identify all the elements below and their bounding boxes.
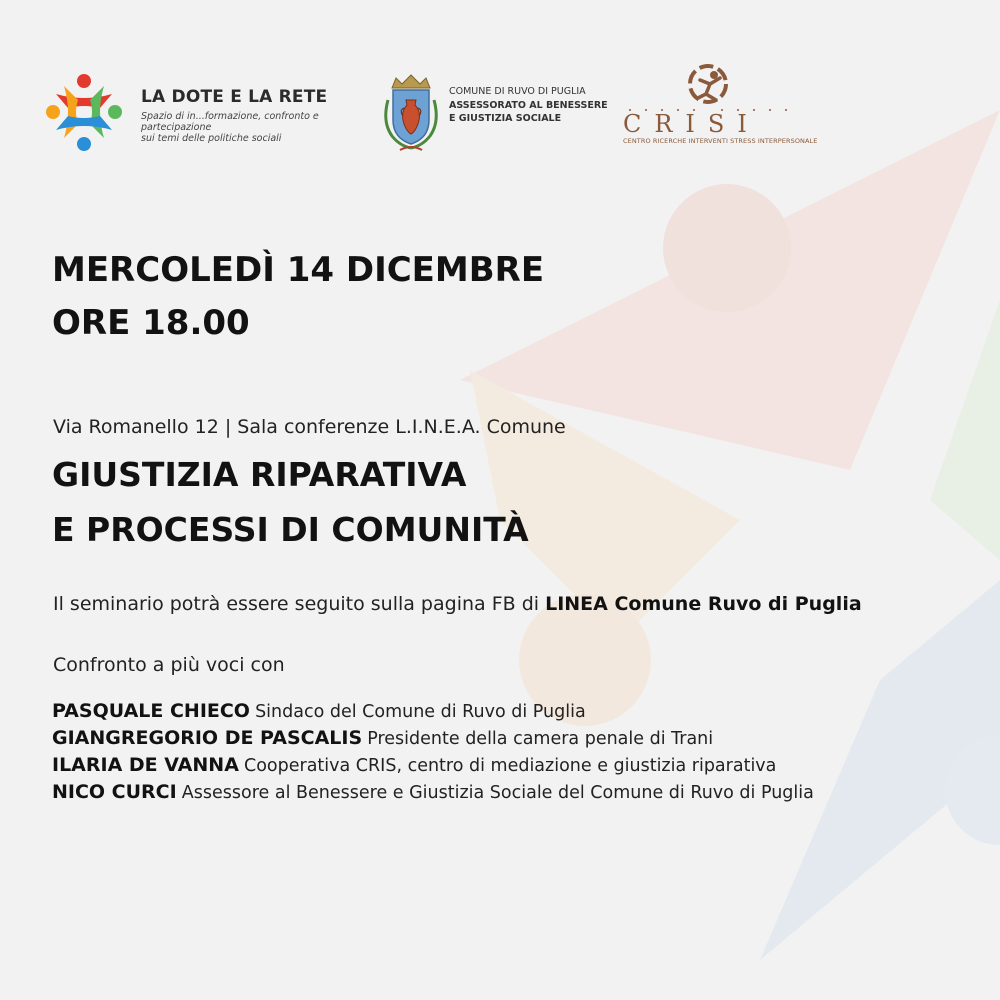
speaker-name: NICO CURCI	[52, 781, 177, 803]
speaker-role: Cooperativa CRIS, centro di mediazione e giustizia riparativa	[244, 756, 777, 776]
coat-of-arms-icon	[380, 72, 442, 154]
speaker-item	[52, 779, 814, 806]
crisi-subtitle: CENTRO RICERCHE INTERVENTI STRESS INTERPERSONALE	[623, 137, 818, 145]
logo-crisi	[620, 64, 818, 154]
seminar-prefix: Il seminario potrà essere seguito sulla pagina FB di	[53, 593, 546, 615]
comune-line3: E GIUSTIZIA SOCIALE	[449, 113, 562, 124]
seminar-info	[53, 593, 862, 615]
seminar-fb-page: LINEA Comune Ruvo di Puglia	[545, 593, 862, 615]
event-title-line2: E PROCESSI DI COMUNITÀ	[52, 510, 529, 549]
speaker-item	[52, 698, 814, 725]
event-venue: Via Romanello 12 | Sala conferenze L.I.N.E.A. Comune	[53, 416, 566, 438]
speaker-role: Assessore al Benessere e Giustizia Sociale del Comune di Ruvo di Puglia	[181, 783, 814, 803]
logo-dote-e-la-rete	[44, 72, 384, 152]
people-circle-icon	[44, 72, 124, 152]
speaker-role: Sindaco del Comune di Ruvo di Puglia	[255, 702, 586, 722]
speaker-item	[52, 752, 814, 779]
speaker-role: Presidente della camera penale di Trani	[367, 729, 714, 749]
speaker-name: ILARIA DE VANNA	[52, 754, 239, 776]
event-title-line1: GIUSTIZIA RIPARATIVA	[52, 455, 467, 494]
speaker-name: GIANGREGORIO DE PASCALIS	[52, 727, 363, 749]
dote-subtitle	[141, 111, 381, 144]
comune-line1: COMUNE DI RUVO DI PUGLIA	[449, 86, 586, 97]
dote-subtitle-line1: Spazio di in...formazione, confronto e partecipazione	[141, 111, 319, 133]
dote-subtitle-line2: sui temi delle politiche sociali	[141, 133, 282, 144]
dancing-figure-icon	[620, 64, 795, 114]
speaker-item	[52, 725, 814, 752]
comune-line2: ASSESSORATO AL BENESSERE	[449, 100, 608, 111]
logo-comune-ruvo	[380, 72, 620, 154]
crisi-title: CRISI	[623, 110, 760, 138]
speaker-name: PASQUALE CHIECO	[52, 700, 250, 722]
event-date: MERCOLEDÌ 14 DICEMBRE	[52, 250, 545, 290]
dote-title: LA DOTE E LA RETE	[141, 87, 328, 107]
confronto-heading: Confronto a più voci con	[53, 654, 285, 676]
event-time: ORE 18.00	[52, 303, 250, 343]
speaker-list	[52, 698, 814, 806]
